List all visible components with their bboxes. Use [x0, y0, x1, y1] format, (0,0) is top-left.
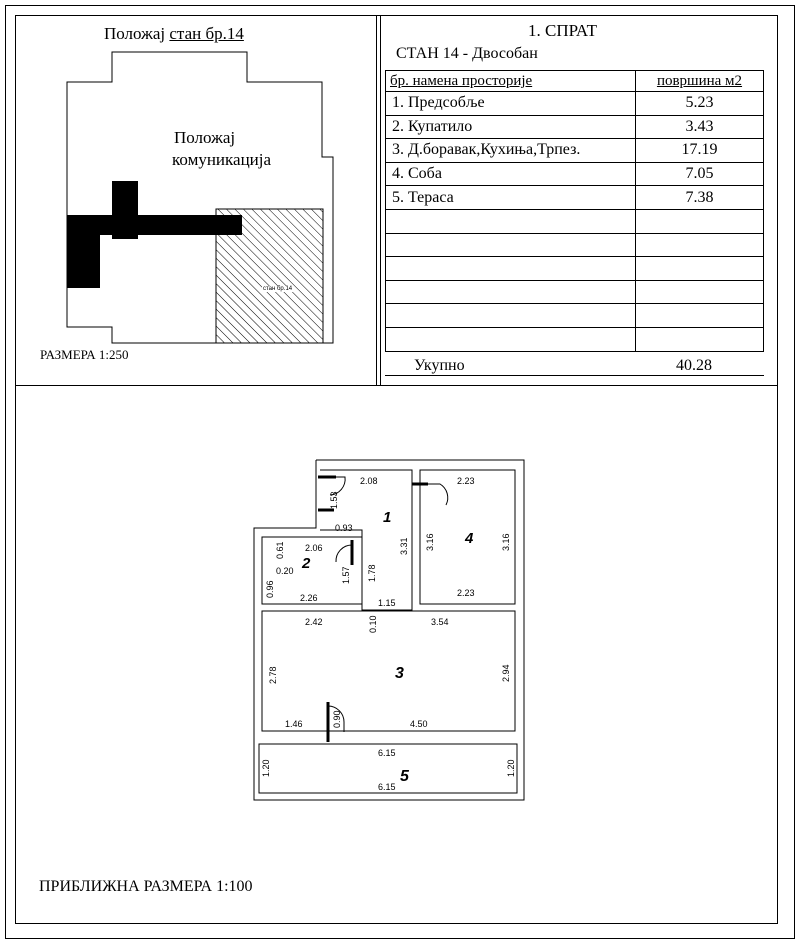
dimension-label: 6.15: [378, 748, 396, 758]
total-label: Укупно: [414, 357, 465, 374]
dimension-label: 1.53: [329, 491, 339, 509]
dimension-label: 1.15: [378, 598, 396, 608]
dimension-label: 3.16: [501, 533, 511, 551]
dimension-label: 3.54: [431, 617, 449, 627]
room-area: 17.19: [636, 139, 764, 163]
room-number: 2: [302, 555, 311, 572]
room-name: 3. Д.боравак,Кухиња,Трпез.: [386, 139, 636, 163]
location-scale: РАЗМЕРА 1:250: [40, 347, 129, 362]
room-name: 5. Тераса: [386, 186, 636, 210]
room-area: 7.05: [636, 162, 764, 186]
room-name: 4. Соба: [386, 162, 636, 186]
dimension-label: 3.16: [425, 533, 435, 551]
dimension-label: 1.78: [367, 564, 377, 582]
location-title-link: стан бр.14: [169, 24, 244, 43]
dimension-label: 2.08: [360, 476, 378, 486]
dimension-label: 1.20: [506, 759, 516, 777]
dimension-label: 2.06: [305, 543, 323, 553]
dimension-label: 2.42: [305, 617, 323, 627]
room-number: 5: [400, 768, 409, 785]
door-swing: [425, 484, 448, 505]
living-outline: [262, 611, 515, 731]
room-name: 2. Купатило: [386, 115, 636, 139]
location-title-prefix: Положај: [104, 24, 170, 43]
apartment-tag: стан бр.14: [263, 286, 293, 292]
apartment-title: СТАН 14 - Двособан: [396, 45, 538, 62]
room-area: 7.38: [636, 186, 764, 210]
room-number: 4: [465, 530, 474, 547]
dimension-label: 2.94: [501, 664, 511, 682]
communication-label-line1: Положај: [174, 128, 236, 147]
floor-title: 1. СПРАТ: [528, 21, 598, 40]
dimension-label: 2.78: [268, 666, 278, 684]
dimension-label: 1.57: [341, 566, 351, 584]
dimension-label: 0.90: [332, 710, 342, 728]
dimension-label: 0.96: [265, 580, 275, 598]
dimension-label: 1.20: [261, 759, 271, 777]
dimension-label: 0.20: [276, 566, 294, 576]
dimension-label: 0.61: [275, 541, 285, 559]
room-name: 1. Предсобље: [386, 92, 636, 116]
total-value: 40.28: [676, 357, 712, 374]
dimension-label: 2.26: [300, 593, 318, 603]
dimension-label: 3.31: [399, 537, 409, 555]
room-number: 1: [383, 509, 392, 526]
header-area: површина м2: [636, 71, 764, 92]
dimension-label: 2.23: [457, 588, 475, 598]
plan-scale: ПРИБЛИЖНА РАЗМЕРА 1:100: [39, 878, 253, 895]
door-swing: [336, 545, 352, 562]
dimension-label: 6.15: [378, 782, 396, 792]
dimension-label: 1.46: [285, 719, 303, 729]
header-name: бр. намена просторије: [386, 71, 636, 92]
dimension-label: 0.93: [335, 523, 353, 533]
dimension-label: 0.10: [368, 615, 378, 633]
room-area: 3.43: [636, 115, 764, 139]
room-area: 5.23: [636, 92, 764, 116]
dimension-label: 4.50: [410, 719, 428, 729]
communication-label-line2: комуникација: [172, 150, 272, 169]
room-number: 3: [395, 665, 404, 682]
dimension-label: 2.23: [457, 476, 475, 486]
